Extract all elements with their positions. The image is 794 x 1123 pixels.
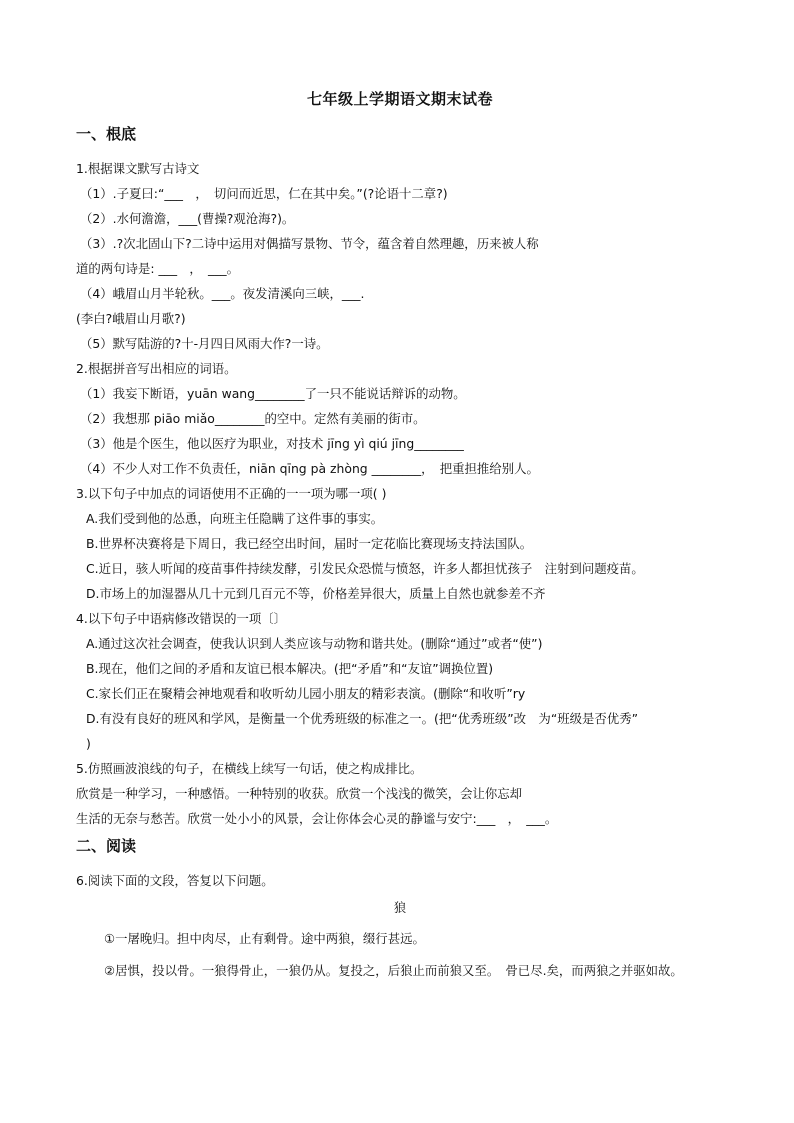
- question-4-stem: 4.以下句子中语病修改错误的一项〔〕: [76, 611, 287, 626]
- question-1-stem: 1.根据课文默写古诗文: [76, 161, 200, 176]
- question-1-item: (李白?峨眉山月歌?): [76, 311, 186, 326]
- question-5-text-line: 欣赏是一种学习，一种感悟。一种特别的收获。欣赏一个浅浅的微笑，会让你忘却: [76, 786, 523, 801]
- question-6-stem: 6.阅读下面的文段，答复以下问题。: [76, 873, 274, 888]
- passage-title: 狼: [393, 900, 407, 915]
- question-4-option-c: C.家长们正在聚精会神地观看和收听幼儿园小朋友的精彩表演。(删除“和收听”ry: [86, 686, 526, 701]
- question-2-item: （1）我妄下断语，yuān wang________了一只不能说话辩诉的动物。: [80, 386, 466, 401]
- question-1-item: （5）默写陆游的?十-月四日风雨大作?一诗。: [80, 336, 329, 351]
- question-1-item: （4）峨眉山月半轮秋。___。夜发清溪向三峡，___.: [80, 286, 365, 301]
- question-3-option-c: C.近日，骇人听闻的疫苗事件持续发酵，引发民众恐慌与愤怒，许多人都担忧孩子 注射到问题疫苗。: [86, 561, 644, 576]
- question-2-item: （2）我想那 piāo miǎo________的空中。定然有美丽的街市。: [80, 411, 426, 426]
- page-title: 七年级上学期语文期末试卷: [306, 90, 493, 108]
- question-2-item: （4）不少人对工作不负责任，niān qīng pà zhòng ________， 把重担推给别人。: [80, 461, 539, 476]
- question-4-option-a: A.通过这次社会调查，使我认识到人类应该与动物和谐共处。(删除“通过”或者“使”): [86, 636, 543, 651]
- question-3-option-d: D.市场上的加湿器从几十元到几百元不等，价格差异很大，质量上自然也就参差不齐: [86, 586, 546, 601]
- passage-paragraph-1: ①一屠晚归。担中肉尽，止有剩骨。途中两狼，缀行甚远。: [104, 931, 425, 946]
- question-5-stem: 5.仿照画波浪线的句子，在横线上续写一句话，使之构成排比。: [76, 761, 423, 776]
- question-2-item: （3）他是个医生，他以医疗为职业，对技术 jīng yì qiú jīng________: [80, 436, 464, 451]
- question-3-option-a: A.我们受到他的怂恿，向班主任隐瞒了这件事的事实。: [86, 511, 384, 526]
- question-3-stem: 3.以下句子中加点的词语使用不正确的一一项为哪一项( ): [76, 486, 387, 501]
- question-1-item: （2）.水何澹澹，___(曹操?观沧海?)。: [80, 211, 295, 226]
- question-1-item: 道的两句诗是: ___ ， ___。: [76, 261, 239, 276]
- question-2-stem: 2.根据拼音写出相应的词语。: [76, 361, 237, 376]
- question-5-text-line: 生活的无奈与愁苦。欣赏一处小小的风景，会让你体会心灵的静谧与安宁:___ ， ___。: [76, 811, 558, 826]
- question-3-option-b: B.世界杯决赛将是下周日，我已经空出时间，届时一定花临比赛现场支持法国队。: [86, 536, 533, 551]
- question-1-item: （3）.?次北固山下?二诗中运用对偶描写景物、节令，蕴含着自然理趣，历来被人称: [80, 236, 539, 251]
- question-1-item: （1）.子夏曰:“___ ， 切问而近思，仁在其中矣。”(?论语十二章?): [80, 186, 448, 201]
- question-4-option-d: D.有没有良好的班风和学风，是衡量一个优秀班级的标准之一。(把“优秀班级”改 为“班级是否优秀”: [86, 711, 639, 726]
- section-heading-reading: 二、阅读: [76, 837, 137, 855]
- question-4-option-b: B.现在，他们之间的矛盾和友谊已根本解决。(把“矛盾”和“友谊”调换位置): [86, 661, 494, 676]
- section-heading-basics: 一、根底: [76, 125, 137, 143]
- passage-paragraph-2: ②居惧，投以骨。一狼得骨止，一狼仍从。复投之，后狼止而前狼又至。 骨已尽.矣，而两狼之并驱如故。: [104, 963, 683, 978]
- question-4-option-d-continued: ): [86, 736, 91, 751]
